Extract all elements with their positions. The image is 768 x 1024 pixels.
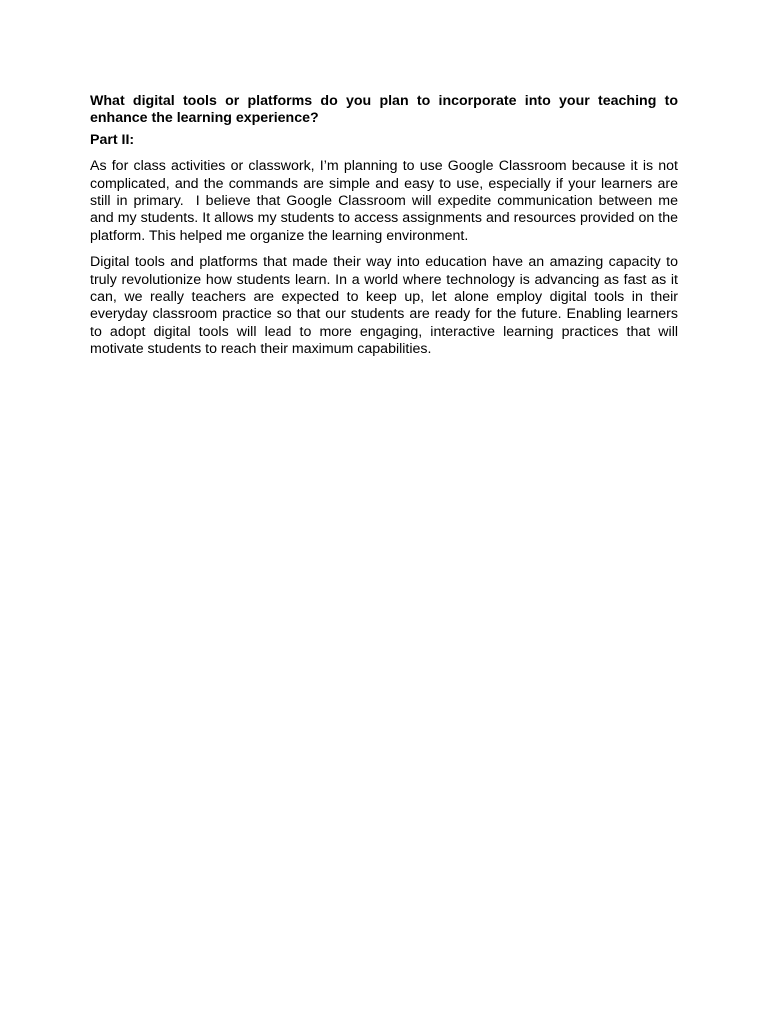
paragraph-2: Digital tools and platforms that made their way into education have an amazing capacity to truly revolutionize how students learn. In a world where technology is advancing as fast as it can, we really teachers are expected to keep up, let alone employ digital tools in their everyday classroom practice so that our students are ready for the future. Enabling learners to adopt digital tools will lead to more engaging, interactive learning practices that will motivate students to reach their maximum capabilities.	[90, 254, 682, 358]
question-heading: What digital tools or platforms do you plan to incorporate into your teaching to enhance the learning experience?	[90, 93, 678, 127]
document-body	[90, 93, 682, 368]
paragraph-1: As for class activities or classwork, I’m planning to use Google Classroom because it is not complicated, and the commands are simple and easy to use, especially if your learners are still in primary. I believe that Google Classroom will expedite communication between me and my students. It allows my students to access assignments and resources provided on the platform. This helped me organize the learning environment.	[90, 158, 682, 244]
part-heading: Part II:	[90, 131, 135, 148]
